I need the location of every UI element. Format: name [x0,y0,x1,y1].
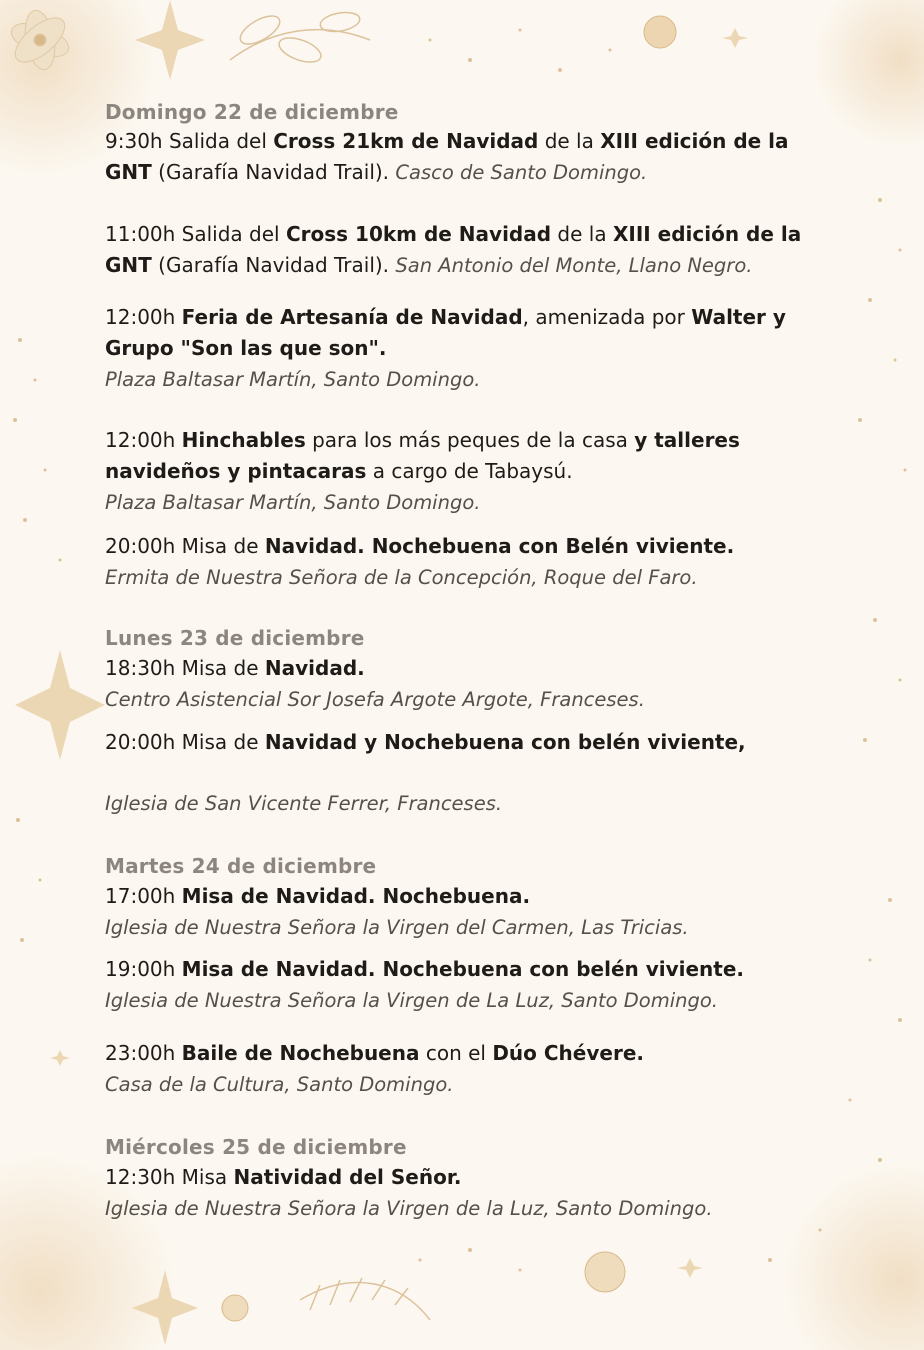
event-place: Iglesia de Nuestra Señora la Virgen de la Luz, Santo Domingo. [105,1197,713,1220]
event: 20:00h Misa de Navidad y Nochebuena con belén viviente, [105,730,746,754]
day-heading: Lunes 23 de diciembre [105,626,365,650]
event: 12:30h Misa Natividad del Señor. Iglesia de Nuestra Señora la Virgen de la Luz, Santo Domingo. [105,1165,713,1220]
event: 17:00h Misa de Navidad. Nochebuena. Iglesia de Nuestra Señora la Virgen del Carmen, Las Tricias. [105,884,689,939]
event: 12:00h Hinchables para los más peques de la casa y talleres navideños y pintacaras a cargo de Tabaysú. Plaza Baltasar Martín, Santo Domingo. [105,428,740,514]
event: 23:00h Baile de Nochebuena con el Dúo Chévere. Casa de la Cultura, Santo Domingo. [105,1041,644,1096]
day-heading: Domingo 22 de diciembre [105,100,399,124]
event-place: Centro Asistencial Sor Josefa Argote Argote, Franceses. [105,688,645,711]
event-place: Plaza Baltasar Martín, Santo Domingo. [105,491,481,514]
event-place: Iglesia de Nuestra Señora la Virgen de La Luz, Santo Domingo. [105,989,718,1012]
event-place: Casa de la Cultura, Santo Domingo. [105,1073,454,1096]
event-place: San Antonio del Monte, Llano Negro. [395,254,753,277]
event-place: Casco de Santo Domingo. [395,161,648,184]
event-place: Plaza Baltasar Martín, Santo Domingo. [105,368,481,391]
day-heading: Martes 24 de diciembre [105,854,377,878]
event: 11:00h Salida del Cross 10km de Navidad de la XIII edición de la GNT (Garafía Navidad Trail). San Antonio del Monte, Llano Negro. [105,222,802,277]
event: 19:00h Misa de Navidad. Nochebuena con belén viviente. Iglesia de Nuestra Señora la Virgen de La Luz, Santo Domingo. [105,957,745,1012]
event: 12:00h Feria de Artesanía de Navidad, amenizada por Walter y Grupo "Son las que son". Plaza Baltasar Martín, Santo Domingo. [105,305,786,391]
event-place: Iglesia de Nuestra Señora la Virgen del Carmen, Las Tricias. [105,916,689,939]
event: 18:30h Misa de Navidad. Centro Asistencial Sor Josefa Argote Argote, Franceses. [105,656,645,711]
day-heading: Miércoles 25 de diciembre [105,1135,407,1159]
event-place: Iglesia de San Vicente Ferrer, Franceses. [105,792,503,815]
event-place: Ermita de Nuestra Señora de la Concepción, Roque del Faro. [105,566,698,589]
event: 20:00h Misa de Navidad. Nochebuena con Belén viviente. Ermita de Nuestra Señora de la Concepción, Roque del Faro. [105,534,735,589]
event: 9:30h Salida del Cross 21km de Navidad de la XIII edición de la GNT (Garafía Navidad Trail). Casco de Santo Domingo. [105,129,789,184]
